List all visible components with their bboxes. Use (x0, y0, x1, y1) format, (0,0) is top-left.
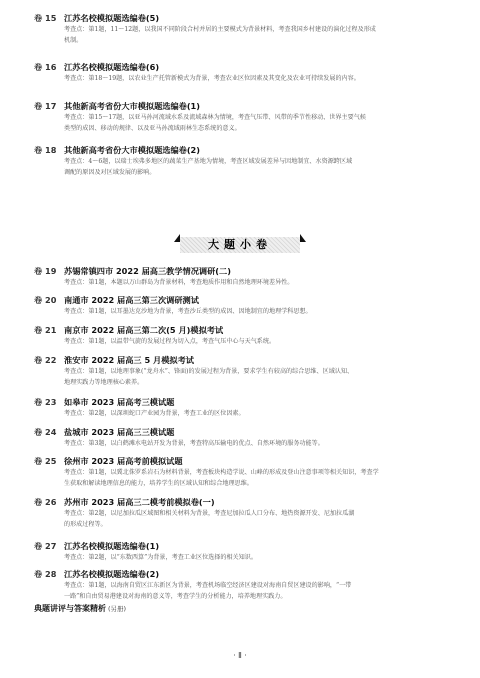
entry-27 (34, 540, 454, 563)
entry-description-line: 考查点：4～6题，以瑞士埃弗多地区的蔬菜生产基地为情境，考查区域发展差异与因地制宜、水资源跨区域 (64, 158, 353, 165)
section-banner (180, 234, 300, 256)
answer-key-title: 典题讲评与答案精析 (34, 604, 106, 613)
entry-title: 其他新高考省份大市模拟题选编卷(1) (64, 101, 200, 111)
entry-16 (34, 61, 454, 84)
entry-description-line: 类型的成因、移动的规律、以及亚马孙流域雨林生态系统的意义。 (64, 125, 241, 132)
entry-15 (34, 12, 454, 46)
entry-description-line: 考查点：第1题，以耳墨达克沙地为背景，考查沙丘类型的成因、因地制宜的地理学科思想。 (64, 308, 312, 315)
entry-24 (34, 426, 454, 449)
entry-description-line: 考查点：第1题，以冀北侏罗系岩石为材料背景，考查板块构造学说、山峰的形成及登山注意事项等相关知识，考查学 (64, 469, 379, 476)
answer-key-note (34, 603, 126, 614)
entry-description-line: 机制。 (64, 37, 83, 44)
entry-title: 江苏名校模拟题选编卷(1) (64, 541, 160, 551)
entry-title: 江苏名校模拟题选编卷(6) (64, 62, 160, 72)
entry-description-line: 考查点：第18～19题，以农业生产托管新模式为背景，考查农业区位因素及其变化及农业可持续发展的内容。 (64, 75, 360, 82)
entry-22 (34, 354, 454, 388)
entry-17 (34, 100, 454, 134)
entry-description-line: 考查点：第1题，以温带气旋的发展过程为切入点，考查气压中心与天气系统。 (64, 338, 276, 345)
entry-number: 卷 19 (34, 266, 57, 276)
page-number: · Ⅱ · (233, 651, 247, 660)
entry-description-line: 考查点：第15～17题，以亚马孙河流域水系及流域森林为情境，考查气压带、风带的季节性移动、世界主要气候 (64, 114, 366, 121)
entry-number: 卷 26 (34, 497, 57, 507)
entry-description-line: 考查点：第2题，以“东数西算”为背景，考查工业区位选择的相关知识。 (64, 554, 257, 561)
entry-number: 卷 20 (34, 295, 57, 305)
banner-corner-decoration (300, 234, 306, 242)
answer-key-subtitle: (另册) (108, 605, 127, 613)
entry-title: 南京市 2022 届高三第二次(5 月)模拟考试 (64, 325, 224, 335)
entry-description-line: 考查点：第3题，以白鹤滩水电站开发为背景，考查特高压输电的优点、自然环境的服务功能等。 (64, 440, 324, 447)
entry-title: 苏锡常镇四市 2022 届高三教学情况调研(二) (64, 266, 231, 276)
entry-description-line: 考查点：第1题，以地理事象(“龙舟水”、锋面)的发展过程为背景，要求学生有较高的综合思维、区域认知、 (64, 368, 354, 375)
entry-19 (34, 265, 454, 288)
entry-20 (34, 294, 454, 317)
entry-title: 江苏名校模拟题选编卷(2) (64, 569, 160, 579)
entry-number: 卷 24 (34, 427, 57, 437)
entry-number: 卷 27 (34, 541, 57, 551)
section-title: 大题小卷 (208, 238, 272, 251)
entry-25 (34, 455, 454, 489)
entry-number: 卷 22 (34, 355, 57, 365)
entry-28 (34, 568, 454, 602)
entry-23 (34, 396, 454, 419)
entry-title: 徐州市 2023 届高考前模拟试题 (64, 456, 183, 466)
entry-title: 盐城市 2023 届高三三模试题 (64, 427, 175, 437)
entry-description-line: 考查点：第1题，11～12题，以我国不同阶段合村并居的主要模式为背景材料，考查我国乡村建设的演化过程及形成 (64, 26, 376, 33)
entry-title: 其他新高考省份大市模拟题选编卷(2) (64, 145, 200, 155)
entry-description-line: 的形成过程等。 (64, 521, 107, 528)
entry-number: 卷 17 (34, 101, 57, 111)
entry-title: 如皋市 2023 届高考三模试题 (64, 397, 175, 407)
entry-description-line: 考查点：第1题，本题以万山群岛为背景材料，考查地质作用和自然地理环境差异性。 (64, 279, 294, 286)
entry-21 (34, 324, 454, 347)
entry-description-line: 调配的原因及对区域发展的影响。 (64, 169, 156, 176)
entry-description-line: 生获取和解读地理信息的能力，培养学生的区域认知和综合地理思维。 (64, 480, 253, 487)
entry-number: 卷 21 (34, 325, 57, 335)
entry-title: 淮安市 2022 届高三 5 月模拟考试 (64, 355, 194, 365)
entry-description-line: 考查点：第1题，以海南自贸区江东新区为背景，考查机场临空经济区建设对海南自贸区建设的影响，“一带 (64, 582, 352, 589)
entry-description-line: 考查点：第2题，以深圳蛇口产业园为背景，考查工业的区位因素。 (64, 410, 245, 417)
entry-number: 卷 28 (34, 569, 57, 579)
entry-number: 卷 25 (34, 456, 57, 466)
entry-26 (34, 496, 454, 530)
entry-description-line: 考查点：第2题，以尼加拉瓜区域图和相关材料为背景，考查尼加拉瓜人口分布、地热资源开发、尼加拉瓜湖 (64, 510, 355, 517)
entry-number: 卷 16 (34, 62, 57, 72)
entry-18 (34, 144, 454, 178)
entry-title: 江苏名校模拟题选编卷(5) (64, 13, 160, 23)
entry-title: 南通市 2022 届高三第三次调研测试 (64, 295, 199, 305)
entry-title: 苏州市 2023 届高三二模考前模拟卷(一) (64, 497, 215, 507)
entry-number: 卷 23 (34, 397, 57, 407)
entry-number: 卷 18 (34, 145, 57, 155)
entry-description-line: 一路”和自由贸易港建设对海南的意义等，考查学生的分析能力，培养地理实践力。 (64, 593, 287, 600)
entry-number: 卷 15 (34, 13, 57, 23)
entry-description-line: 地理实践力等地理核心素养。 (64, 379, 144, 386)
